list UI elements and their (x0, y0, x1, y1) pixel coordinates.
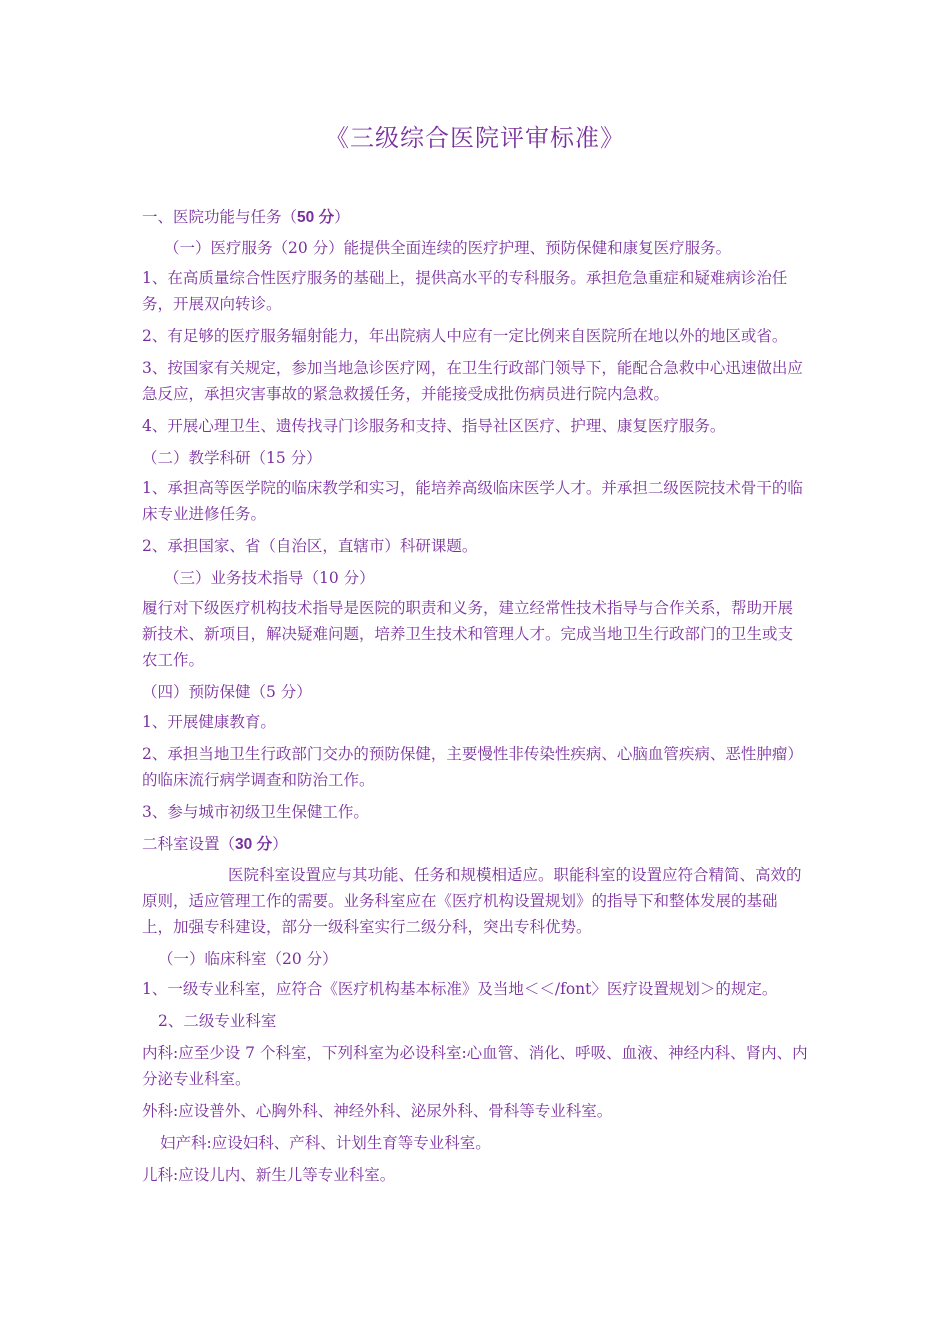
paragraph: 医院科室设置应与其功能、任务和规模相适应。职能科室的设置应符合精简、高效的原则，适应管理工作的需要。业务科室应在《医疗机构设置规划》的指导下和整体发展的基础上，加强专科建设，部分一级科室实行二级分科，突出专科优势。 (142, 866, 802, 936)
subsection-heading-1-1: （一）医疗服务（20 分）能提供全面连续的医疗护理、预防保健和康复医疗服务。 (164, 239, 732, 257)
paragraph: 3、参与城市初级卫生保健工作。 (142, 803, 369, 821)
paragraph: 儿科:应设儿内、新生儿等专业科室。 (142, 1166, 396, 1184)
section-score-1: 50 分 (297, 209, 335, 226)
paragraph: 妇产科:应设妇科、产科、计划生育等专业科室。 (160, 1134, 491, 1152)
paragraph: 1、在高质量综合性医疗服务的基础上，提供高水平的专科服务。承担危急重症和疑难病诊治任务，开展双向转诊。 (142, 269, 788, 313)
paragraph: 4、开展心理卫生、遗传找寻门诊服务和支持、指导社区医疗、护理、康复医疗服务。 (142, 417, 726, 435)
paragraph: 1、承担高等医学院的临床教学和实习，能培养高级临床医学人才。并承担二级医院技术骨干的临床专业进修任务。 (142, 479, 803, 523)
paragraph: 2、二级专业科室 (158, 1012, 277, 1030)
subsection-heading-2-1: （一）临床科室（20 分） (158, 950, 338, 968)
section-heading-1: 一、医院功能与任务（50 分） (142, 208, 350, 226)
section-score-2: 30 分 (235, 836, 273, 853)
document-title: 《三级综合医院评审标准》 (325, 124, 625, 152)
subsection-heading-1-4: （四）预防保健（5 分） (142, 683, 312, 701)
paragraph: 2、承担当地卫生行政部门交办的预防保健，主要慢性非传染性疾病、心脑血管疾病、恶性肿瘤）的临床流行病学调查和防治工作。 (142, 745, 803, 789)
paragraph: 1、开展健康教育。 (142, 713, 276, 731)
section-heading-2: 二科室设置（30 分） (142, 835, 288, 853)
document-body (142, 204, 808, 1194)
paragraph: 1、一级专业科室，应符合《医疗机构基本标准》及当地＜＜/font〉医疗设置规划＞的规定。 (142, 980, 778, 998)
subsection-heading-1-2: （二）教学科研（15 分） (142, 449, 322, 467)
paragraph: 2、有足够的医疗服务辐射能力，年出院病人中应有一定比例来自医院所在地以外的地区或省。 (142, 327, 788, 345)
paragraph: 2、承担国家、省（自治区，直辖市）科研课题。 (142, 537, 478, 555)
paragraph: 外科:应设普外、心胸外科、神经外科、泌尿外科、骨科等专业科室。 (142, 1102, 613, 1120)
paragraph: 3、按国家有关规定，参加当地急诊医疗网，在卫生行政部门领导下，能配合急救中心迅速做出应急反应，承担灾害事故的紧急救援任务，并能接受成批伤病员进行院内急救。 (142, 359, 803, 403)
paragraph: 履行对下级医疗机构技术指导是医院的职责和义务，建立经常性技术指导与合作关系，帮助开展新技术、新项目，解决疑难问题，培养卫生技术和管理人才。完成当地卫生行政部门的卫生或支农工作。 (142, 599, 794, 669)
subsection-heading-1-3: （三）业务技术指导（10 分） (164, 569, 375, 587)
paragraph: 内科:应至少设 7 个科室，下列科室为必设科室:心血管、消化、呼吸、血液、神经内科、肾内、内分泌专业科室。 (142, 1044, 808, 1088)
